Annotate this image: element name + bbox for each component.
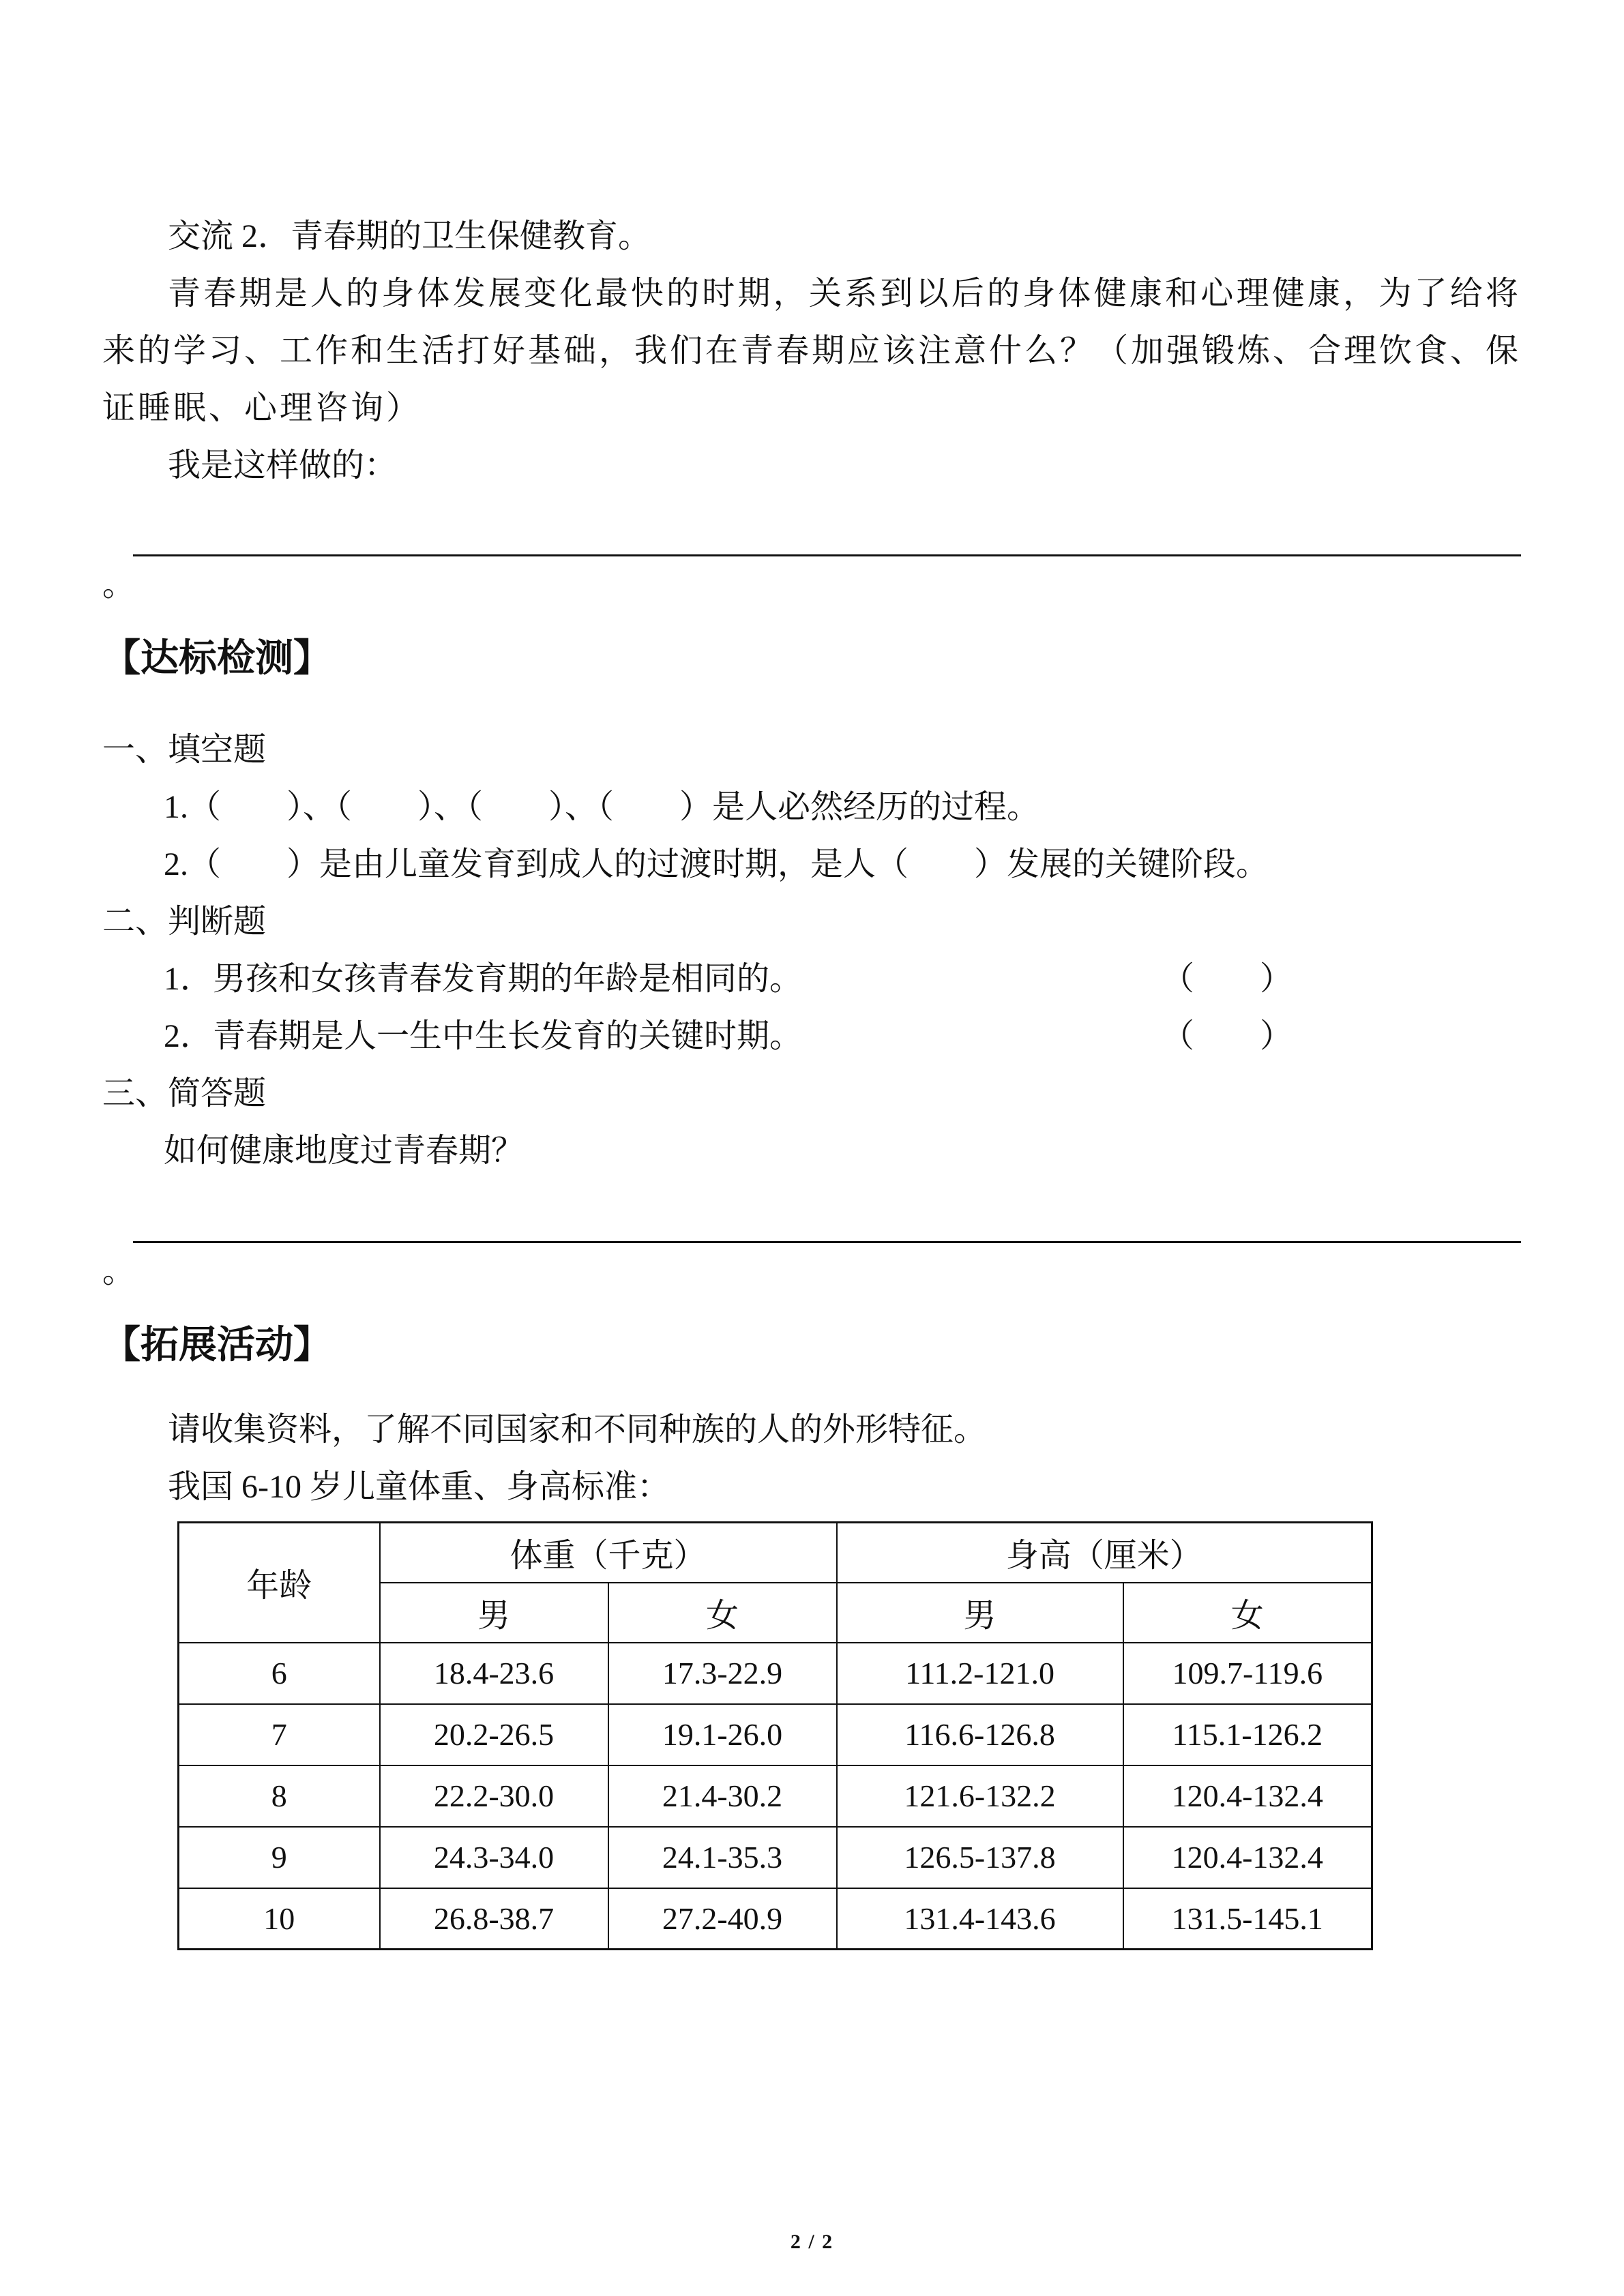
height-female-cell: 120.4-132.4 <box>1123 1765 1372 1827</box>
age-cell: 8 <box>179 1765 380 1827</box>
weight-female-cell: 19.1-26.0 <box>608 1704 837 1765</box>
section-heading-extension: 【拓展活动】 <box>102 1324 331 1367</box>
height-male-cell: 131.4-143.6 <box>837 1888 1123 1950</box>
section-heading-assessment: 【达标检测】 <box>102 638 331 680</box>
subheader-height-female: 女 <box>1123 1583 1372 1643</box>
height-male-cell: 121.6-132.2 <box>837 1765 1123 1827</box>
subheader-weight-male: 男 <box>380 1583 608 1643</box>
extension-paragraph-2: 我国 6-10 岁儿童体重、身高标准： <box>168 1469 670 1505</box>
standards-table <box>177 1521 1373 1950</box>
height-male-cell: 116.6-126.8 <box>837 1704 1123 1765</box>
table-row <box>179 1704 1372 1765</box>
height-female-cell: 120.4-132.4 <box>1123 1827 1372 1888</box>
my-way-line: 我是这样做的： <box>168 447 398 483</box>
weight-male-cell: 20.2-26.5 <box>380 1704 608 1765</box>
page-number: 2 / 2 <box>790 2231 834 2253</box>
table-corner-header-age: 年龄 <box>179 1523 380 1643</box>
table-header-group-row <box>179 1523 1372 1583</box>
judge-answer-parens-1: （ ） <box>1161 961 1293 997</box>
weight-male-cell: 18.4-23.6 <box>380 1643 608 1704</box>
subsection-title-short-answer: 三、简答题 <box>102 1075 267 1112</box>
age-cell: 7 <box>179 1704 380 1765</box>
subsection-title-fill-blank: 一、填空题 <box>102 732 267 768</box>
judge-question-2-text: 2．青春期是人一生中生长发育的关键时期。 <box>164 1018 803 1054</box>
table-row <box>179 1888 1372 1950</box>
orphan-period-2: 。 <box>102 1253 136 1289</box>
table-group-header-weight: 体重（千克） <box>380 1523 837 1583</box>
judge-question-row-1 <box>102 951 1521 1008</box>
fill-blank-question-1: 1.（ ）、（ ）、（ ）、（ ）是人必然经历的过程。 <box>164 789 1040 825</box>
table-group-header-height: 身高（厘米） <box>837 1523 1372 1583</box>
judge-answer-parens-2: （ ） <box>1161 1018 1293 1054</box>
weight-male-cell: 24.3-34.0 <box>380 1827 608 1888</box>
weight-female-cell: 17.3-22.9 <box>608 1643 837 1704</box>
weight-female-cell: 21.4-30.2 <box>608 1765 837 1827</box>
age-cell: 10 <box>179 1888 380 1950</box>
weight-male-cell: 22.2-30.0 <box>380 1765 608 1827</box>
height-female-cell: 115.1-126.2 <box>1123 1704 1372 1765</box>
table-row <box>179 1765 1372 1827</box>
height-female-cell: 109.7-119.6 <box>1123 1643 1372 1704</box>
fill-blank-question-2: 2.（ ）是由儿童发育到成人的过渡时期，是人（ ）发展的关键阶段。 <box>164 846 1269 882</box>
height-female-cell: 131.5-145.1 <box>1123 1888 1372 1950</box>
short-answer-question: 如何健康地度过青春期？ <box>164 1133 525 1169</box>
weight-female-cell: 27.2-40.9 <box>608 1888 837 1950</box>
age-cell: 6 <box>179 1643 380 1704</box>
table-row <box>179 1827 1372 1888</box>
intro-paragraph: 青春期是人的身体发展变化最快的时期，关系到以后的身体健康和心理健康，为了给将来的学习、工作和生活打好基础，我们在青春期应该注意什么？（加强锻炼、合理饮食、保证睡眠、心理咨询） <box>102 275 1522 426</box>
age-cell: 9 <box>179 1827 380 1888</box>
weight-male-cell: 26.8-38.7 <box>380 1888 608 1950</box>
orphan-period-1: 。 <box>102 567 136 603</box>
table-row <box>179 1643 1372 1704</box>
height-male-cell: 126.5-137.8 <box>837 1827 1123 1888</box>
height-male-cell: 111.2-121.0 <box>837 1643 1123 1704</box>
weight-female-cell: 24.1-35.3 <box>608 1827 837 1888</box>
subsection-title-judge: 二、判断题 <box>102 904 267 940</box>
subheader-weight-female: 女 <box>608 1583 837 1643</box>
extension-paragraph-1: 请收集资料，了解不同国家和不同种族的人的外形特征。 <box>168 1412 987 1448</box>
intro-line: 交流 2．青春期的卫生保健教育。 <box>168 218 651 254</box>
subheader-height-male: 男 <box>837 1583 1123 1643</box>
judge-question-row-2 <box>102 1008 1521 1065</box>
judge-question-1-text: 1．男孩和女孩青春发育期的年龄是相同的。 <box>164 961 803 997</box>
